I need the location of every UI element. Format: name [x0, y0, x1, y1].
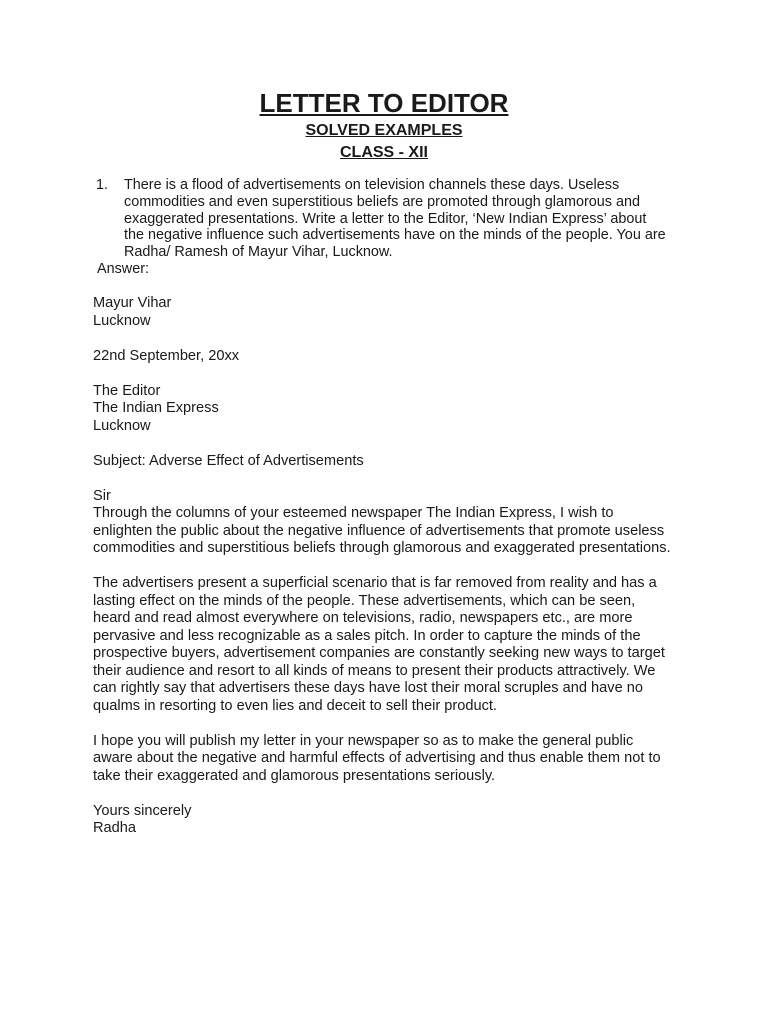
- paragraph-3: I hope you will publish my letter in your newspaper so as to make the general public aware about the negative and harmful effects of advertising and thus enable them not to take their exaggerated and glamorous presentations seriously.: [93, 732, 661, 784]
- letter-body: [93, 295, 673, 855]
- document-header: [0, 86, 768, 164]
- question-number: 1.: [96, 177, 109, 193]
- sender-address-line: Lucknow: [93, 312, 151, 329]
- recipient-address: [93, 383, 673, 436]
- recipient-line: Lucknow: [93, 417, 151, 434]
- answer-label: Answer:: [97, 260, 149, 277]
- closing: Yours sincerely: [93, 802, 192, 819]
- signature: Radha: [93, 820, 137, 836]
- recipient-line: The Indian Express: [93, 400, 219, 416]
- paragraph-2: The advertisers present a superficial scenario that is far removed from reality and has a lasting effect on the minds of the people. These advertisements, which can be seen, heard and read almost everywhere on televisions, radio, newspapers etc., are more pervasive and less recognizable as a sales pitch. In order to capture the minds of the prospective buyers, advertisement companies are constantly seeking new ways to target their audience and resort to all kinds of means to present their products attractively. We can rightly say that advertisers these days have lost their moral scruples and have no qualms in resorting to even lies and deceit to sell their product.: [93, 575, 665, 714]
- class-label: CLASS - XII: [339, 144, 428, 161]
- recipient-line: The Editor: [93, 382, 161, 399]
- question-block: [96, 177, 666, 278]
- sender-address: [93, 295, 673, 330]
- letter-closing: [93, 803, 673, 838]
- letter-date: 22nd September, 20xx: [93, 347, 240, 364]
- letter-opening: [93, 488, 673, 558]
- paragraph-1: Through the columns of your esteemed newspaper The Indian Express, I wish to enlighten the public about the negative influence of advertisements that promote useless commodities and superstitious beliefs through glamorous and exaggerated presentations.: [93, 505, 671, 556]
- page-title: LETTER TO EDITOR: [259, 88, 509, 118]
- letter-subject: Subject: Adverse Effect of Advertisements: [93, 452, 364, 469]
- question-text: There is a flood of advertisements on television channels these days. Useless commodities and even superstitious beliefs are promoted through glamorous and exaggerated presentations. Write a letter to the Editor, ‘New Indian Express’ about the negative influence such advertisements have on the minds of the people. You are Radha/ Ramesh of Mayur Vihar, Lucknow.: [124, 177, 666, 261]
- sender-address-line: Mayur Vihar: [93, 295, 172, 311]
- salutation: Sir: [93, 487, 111, 504]
- page-subtitle: SOLVED EXAMPLES: [305, 122, 463, 139]
